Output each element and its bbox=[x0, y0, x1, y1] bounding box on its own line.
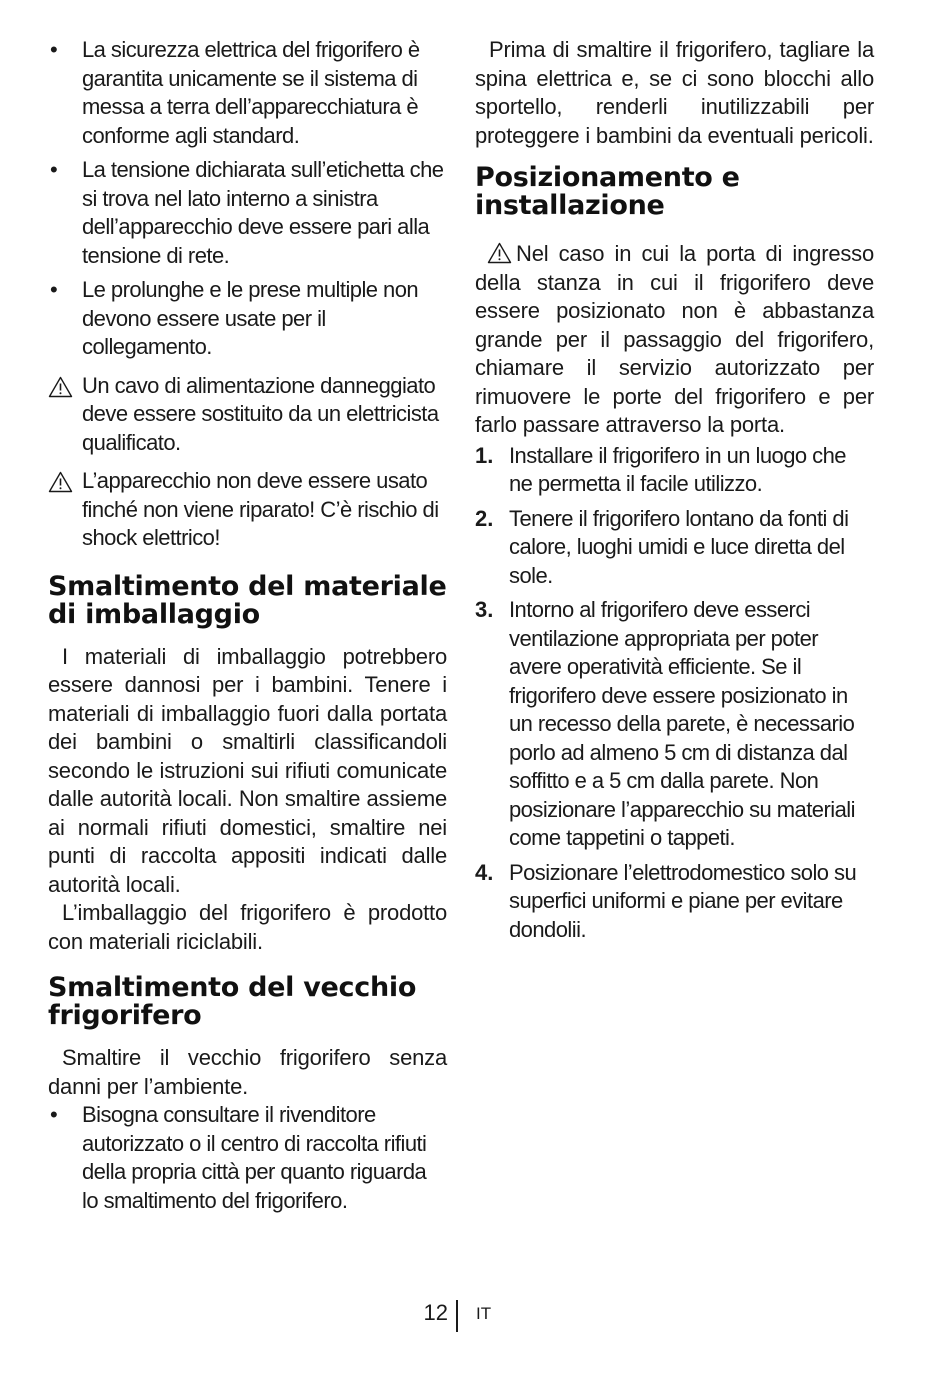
warning-triangle-icon bbox=[48, 471, 73, 493]
safety-bullet-list bbox=[48, 36, 447, 362]
list-item bbox=[475, 596, 874, 853]
list-item bbox=[475, 442, 874, 499]
page-number: 12 bbox=[423, 1300, 448, 1325]
step-number: 1. bbox=[475, 442, 494, 468]
old-fridge-paragraph: Smaltire il vecchio frigorifero senza danni per l’ambiente. bbox=[48, 1045, 447, 1099]
warning-damaged-cable bbox=[48, 372, 447, 458]
packaging-paragraph: I materiali di imballaggio potrebbero essere dannosi per i bambini. Tenere i materiali di imballaggio fuori dalla portata dei bambini o smaltirli classificandoli secondo le istruzioni sui rifiuti comunicate dalle autorità locali. Non smaltire assieme ai normali rifiuti domestici, smaltire nei punti di raccolta appositi indicati dalle autorità locali. bbox=[48, 643, 447, 897]
list-item bbox=[475, 859, 874, 945]
warning-triangle-icon bbox=[48, 376, 73, 398]
list-item-text: La tensione dichiarata sull’etichetta che si trova nel lato interno a sinistra dell’apparecchio deve essere pari alla tensione di rete. bbox=[82, 157, 444, 268]
bullet-glyph: • bbox=[50, 37, 58, 62]
section-heading-old-fridge: Smaltimento del vecchio frigorifero bbox=[48, 972, 417, 1031]
bullet-glyph: • bbox=[50, 277, 58, 302]
installation-steps-list bbox=[475, 442, 874, 945]
list-item bbox=[48, 36, 447, 150]
page-footer bbox=[0, 1298, 950, 1334]
bullet-glyph: • bbox=[50, 1102, 58, 1127]
step-number: 2. bbox=[475, 505, 494, 531]
footer-divider bbox=[456, 1300, 458, 1332]
list-item bbox=[475, 505, 874, 591]
step-text: Intorno al frigorifero deve esserci ventilazione appropriata per poter avere operatività efficiente. Se il frigorifero deve essere posizionato in un recesso della parete, è necessario porlo ad almeno 5 cm di distanza dal soffitto e a 5 cm dalla parete. Non posizionare l’apparecchio su materiali come tappetini o tappeti. bbox=[509, 597, 855, 850]
list-item-text: Le prolunghe e le prese multiple non devono essere usate per il collegamento. bbox=[82, 277, 419, 359]
section-heading-packaging: Smaltimento del materiale di imballaggio bbox=[48, 570, 447, 630]
warning-text: L’apparecchio non deve essere usato finché non viene riparato! C’è rischio di shock elettrico! bbox=[82, 468, 439, 550]
list-item bbox=[48, 156, 447, 270]
packaging-recyclable-paragraph: L’imballaggio del frigorifero è prodotto con materiali riciclabili. bbox=[48, 900, 447, 954]
old-fridge-bullet-list bbox=[48, 1101, 447, 1215]
right-column bbox=[475, 36, 874, 950]
warning-shock-risk bbox=[48, 467, 447, 553]
warning-text: Nel caso in cui la porta di ingresso della stanza in cui il frigorifero deve essere posizionato non è abbastanza grande per il passaggio del frigorifero, chiamare il servizio autorizzato per rimuovere le porte del frigorifero e per farlo passare attraverso la porta. bbox=[475, 241, 874, 437]
bullet-glyph: • bbox=[50, 157, 58, 182]
list-item bbox=[48, 276, 447, 362]
list-item-text: Bisogna consultare il rivenditore autorizzato o il centro di raccolta rifiuti della propria città per quanto riguarda lo smaltimento del frigorifero. bbox=[82, 1102, 427, 1213]
section-heading-installation: Posizionamento e installazione bbox=[475, 162, 740, 221]
warning-triangle-icon bbox=[487, 242, 512, 264]
step-text: Posizionare l’elettrodomestico solo su superfici uniformi e piane per evitare dondolii. bbox=[509, 859, 857, 942]
language-code: IT bbox=[476, 1304, 492, 1323]
list-item-text: La sicurezza elettrica del frigorifero è garantita unicamente se il sistema di messa a terra dell’apparecchiatura è conforme agli standard. bbox=[82, 37, 420, 148]
list-item bbox=[48, 1101, 447, 1215]
installation-warning-paragraph bbox=[475, 240, 874, 440]
step-number: 4. bbox=[475, 859, 494, 885]
step-text: Installare il frigorifero in un luogo che ne permetta il facile utilizzo. bbox=[509, 442, 846, 496]
left-column bbox=[48, 36, 447, 1221]
step-number: 3. bbox=[475, 597, 494, 622]
step-text: Tenere il frigorifero lontano da fonti di calore, luoghi umidi e luce diretta del sole. bbox=[509, 505, 849, 588]
warning-text: Un cavo di alimentazione danneggiato deve essere sostituito da un elettricista qualificato. bbox=[82, 372, 439, 455]
disposal-intro-paragraph: Prima di smaltire il frigorifero, tagliare la spina elettrica e, se ci sono blocchi allo sportello, renderli inutilizzabili per proteggere i bambini da eventuali pericoli. bbox=[475, 37, 874, 148]
